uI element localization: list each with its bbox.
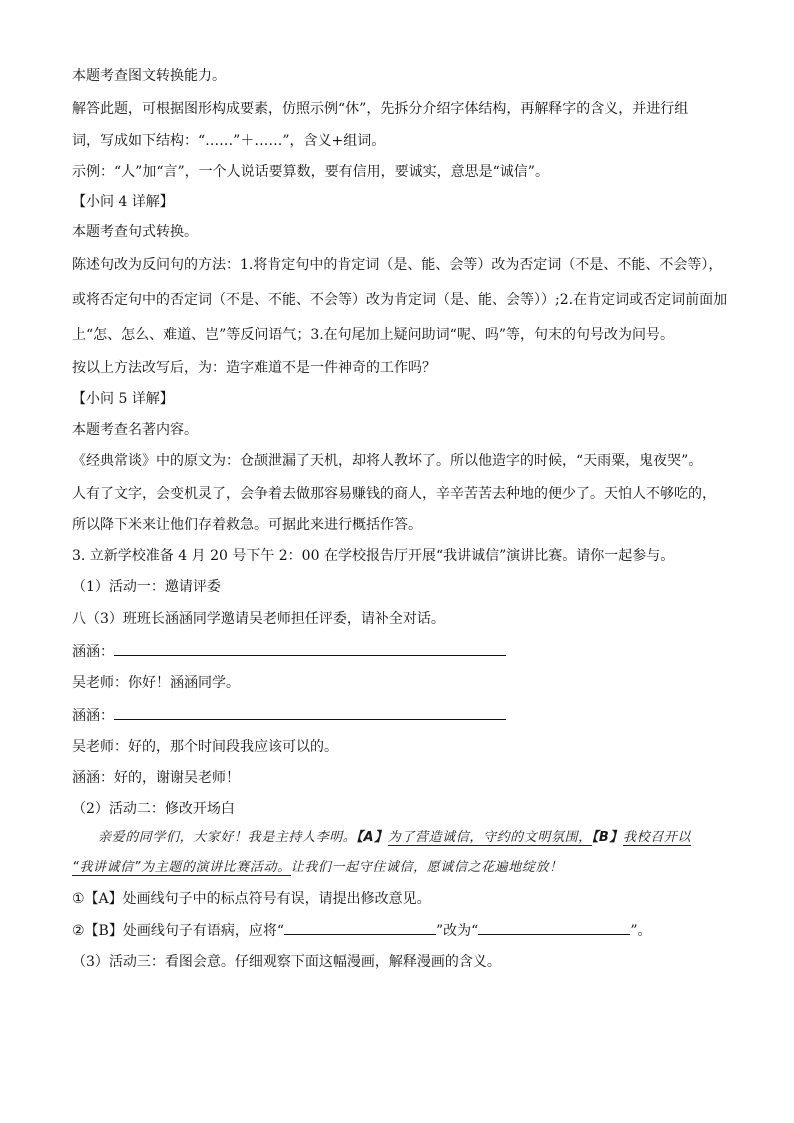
subquestion-2: ②【B】处画线句子有语病，应将“ ”改为“ ”。: [72, 920, 652, 941]
paragraph-line: 本题考查图文转换能力。: [72, 68, 226, 84]
dialogue-line: 吴老师：好的，那个时间段我应该可以的。: [72, 739, 338, 755]
handwritten-speech-line-1: 亲爱的同学们，大家好！我是主持人李明。【A】为了营造诚信，守约的文明氛围，【B】我校召开以: [98, 830, 692, 845]
subquestion-1: ①【A】处画线句子中的标点符号有误，请提出修改意见。: [72, 891, 431, 907]
paragraph-line: 或将否定句中的否定词（不是、不能、不会等）改为肯定词（是、能、会等））;2.在肯定词或否定词前面加: [72, 292, 728, 308]
section-heading: 【小问 5 详解】: [72, 391, 174, 407]
paragraph-line: 八（3）班班长涵涵同学邀请吴老师担任评委，请补全对话。: [72, 611, 445, 627]
paragraph-line: 本题考查句式转换。: [72, 224, 198, 240]
answer-blank[interactable]: [114, 641, 506, 656]
activity-heading: （1）活动一：邀请评委: [72, 579, 221, 595]
question-stem: 3. 立新学校准备 4 月 20 号下午 2：00 在学校报告厅开展“我讲诚信”演讲比赛。请你一起参与。: [72, 548, 675, 564]
dialogue-line: [72, 705, 506, 726]
section-heading: 【小问 4 详解】: [72, 194, 174, 210]
dialogue-line: 吴老师：你好！涵涵同学。: [72, 675, 240, 691]
paragraph-line: 本题考查名著内容。: [72, 422, 198, 438]
answer-blank[interactable]: [284, 920, 436, 935]
paragraph-line: 人有了文字，会变机灵了，会争着去做那容易赚钱的商人，辛辛苦苦去种地的便少了。天怕人不够吃的，: [72, 486, 716, 502]
underlined-sentence-b: “我讲诚信”为主题的演讲比赛活动。: [72, 860, 291, 875]
paragraph-line: 上“怎、怎么、难道、岂”等反问语气；3.在句尾加上疑问助词“呢、吗”等，句末的句号改为问号。: [72, 327, 674, 343]
dialogue-line: [72, 641, 506, 662]
paragraph-line: 《经典常谈》中的原文为：仓颉泄漏了天机，却将人教坏了。所以他造字的时候，“天雨粟，鬼夜哭”。: [72, 453, 703, 469]
paragraph-line: 所以降下米来让他们存着救急。可据此来进行概括作答。: [72, 517, 422, 533]
activity-heading: （3）活动三：看图会意。仔细观察下面这幅漫画，解释漫画的含义。: [72, 954, 501, 970]
speaker-label: 涵涵：: [72, 708, 114, 724]
answer-blank[interactable]: [478, 920, 630, 935]
paragraph-line: 词，写成如下结构：“……”＋……”，含义+组词。: [72, 133, 386, 149]
underlined-sentence-b: 我校召开以: [623, 830, 692, 845]
underlined-sentence-a: 为了营造诚信，守约的文明氛围，: [387, 830, 592, 845]
paragraph-line: 示例：“人”加“言”，一个人说话要算数，要有信用，要诚实，意思是“诚信”。: [72, 164, 549, 180]
handwritten-speech-line-2: “我讲诚信”为主题的演讲比赛活动。让我们一起守住诚信，愿诚信之花遍地绽放！: [72, 860, 563, 875]
paragraph-line: 陈述句改为反问句的方法：1.将肯定句中的肯定词（是、能、会等）改为否定词（不是、不能、不会等），: [72, 257, 723, 273]
answer-blank[interactable]: [114, 705, 506, 720]
paragraph-line: 按以上方法改写后，为：造字难道不是一件神奇的工作吗？: [72, 360, 436, 376]
dialogue-line: 涵涵：好的，谢谢吴老师！: [72, 770, 240, 786]
activity-heading: （2）活动二：修改开场白: [72, 801, 235, 817]
speaker-label: 涵涵：: [72, 644, 114, 660]
paragraph-line: 解答此题，可根据图形构成要素，仿照示例“休”，先拆分介绍字体结构，再解释字的含义，并进行组: [72, 101, 689, 117]
